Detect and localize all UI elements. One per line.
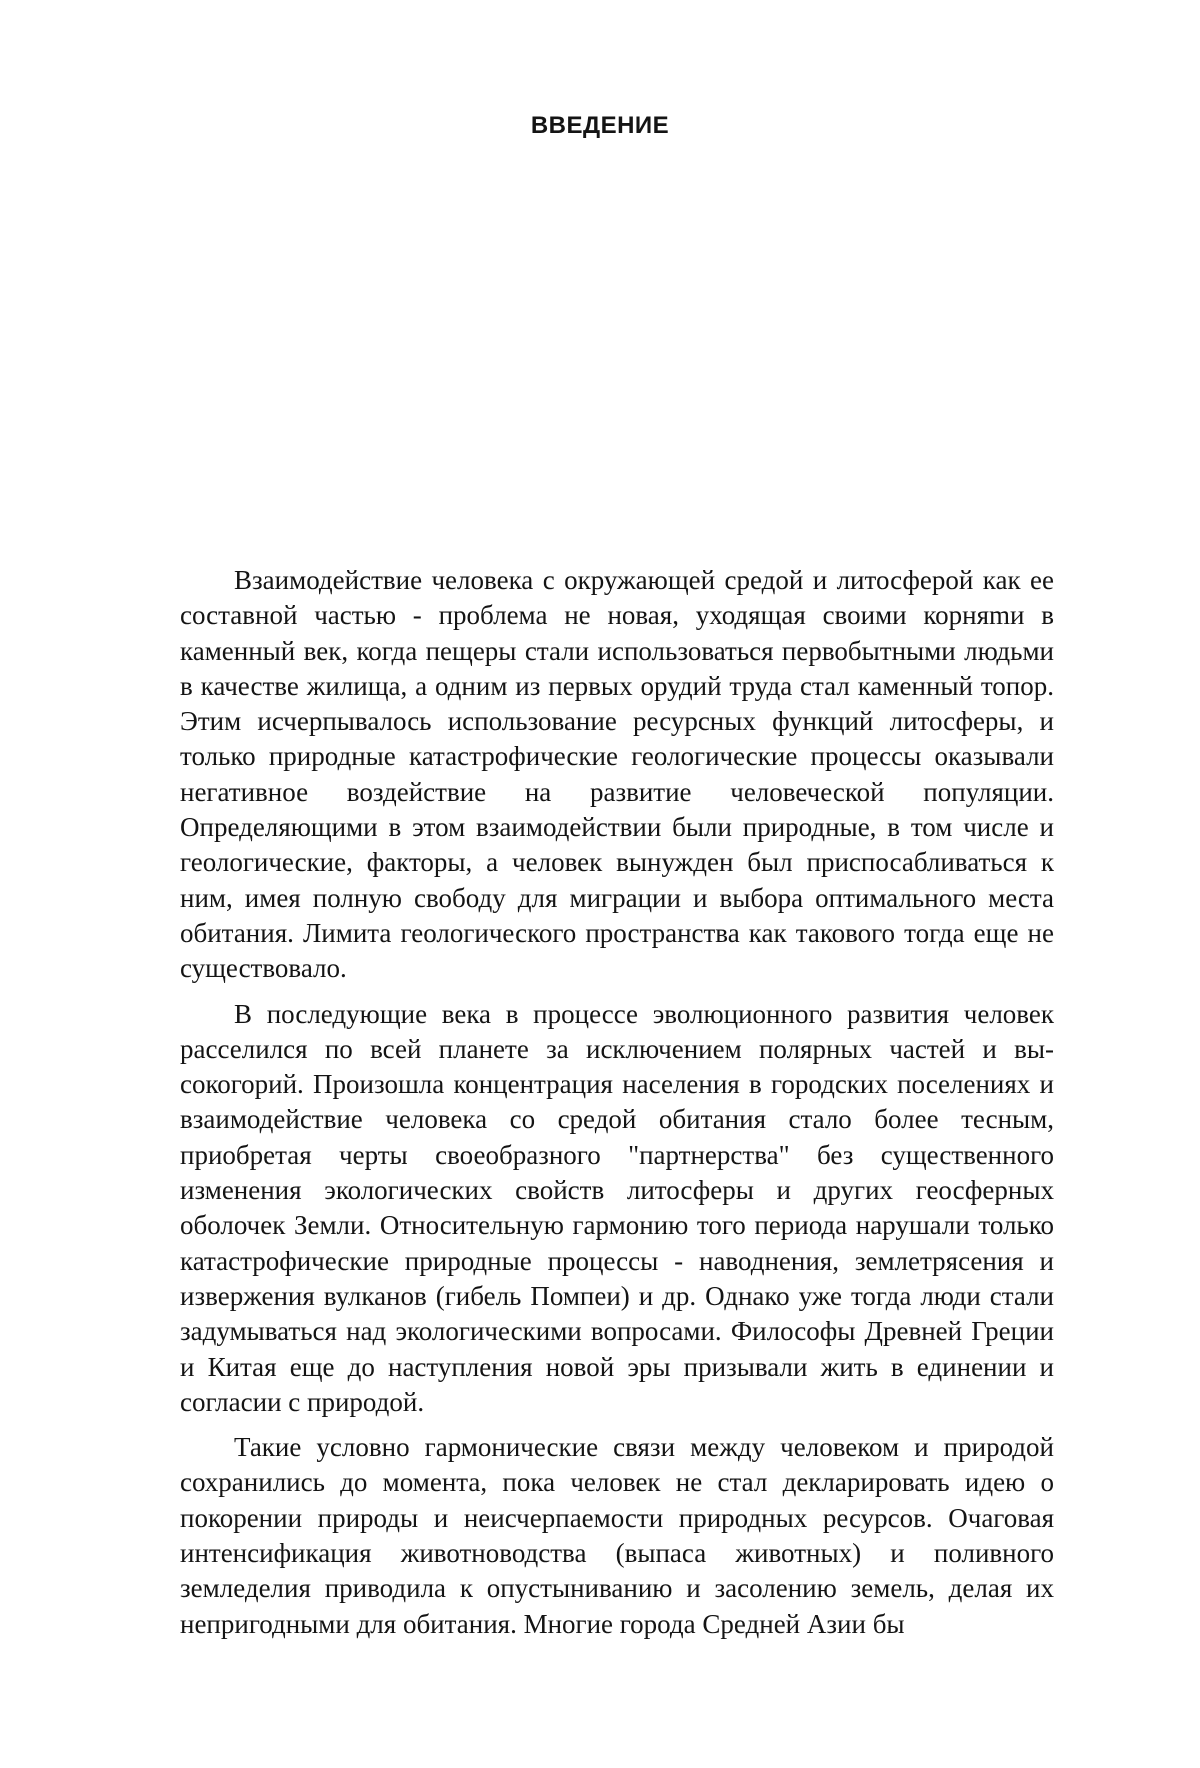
body-text [180,563,1054,1652]
page-title: ВВЕДЕНИЕ [530,112,670,139]
paragraph-2: В последующие века в процессе эволюционного развития человек расселился по всей планете за исключением полярных частей и высокогорий. Произошла концентрация населения в городских поселениях и взаимодействие человека со средой обитания стало более тесным, приобретая черты своеобразного "партнерства" без существенного изменения экологических свойств литосферы и других геосферных оболочек Земли. Относительную гармонию того периода нарушали только катастрофические природные процессы - наводнения, землетрясения и извержения вулканов (гибель Помпеи) и др. Однако уже тогда люди стали задумываться над экологическими вопросами. Философы Древней Греции и Китая еще до наступления новой эры призывали жить в единении и согласии с природой. [180,998,1054,1417]
paragraph-1: Взаимодействие человека с окружающей средой и литосферой как ее составной частью - проблема не новая, уходящая своими корняmи в каменный век, когда пещеры стали использоваться первобытными людьми в качестве жилища, а одним из первых орудий труда стал каменный топор. Этим исчерпывалось использование ресурсных функций литосферы, и только природные катастрофические геологические процессы оказывали негативное воздействие на развитие человеческой популяции. Определяющими в этом взаимодействии были природные, в том числе и геологические, факторы, а человек вынужден был приспосабливаться к ним, имея полную свободу для миграции и выбора оптимального места обитания. Лимита геологического пространства как такового тогда еще не существовало. [180,565,1054,984]
paragraph-3: Такие условно гармонические связи между человеком и природой сохранились до момента, пока человек не стал декларировать идею о покорении природы и неисчерпаемости природных ресурсов. Очаговая интенсификация животноводства (выпаса животных) и поливного земледелия приводила к опустыниванию и засолению земель, делая их непригодными для обитания. Многие города Средней Азии бы [180,1432,1054,1639]
